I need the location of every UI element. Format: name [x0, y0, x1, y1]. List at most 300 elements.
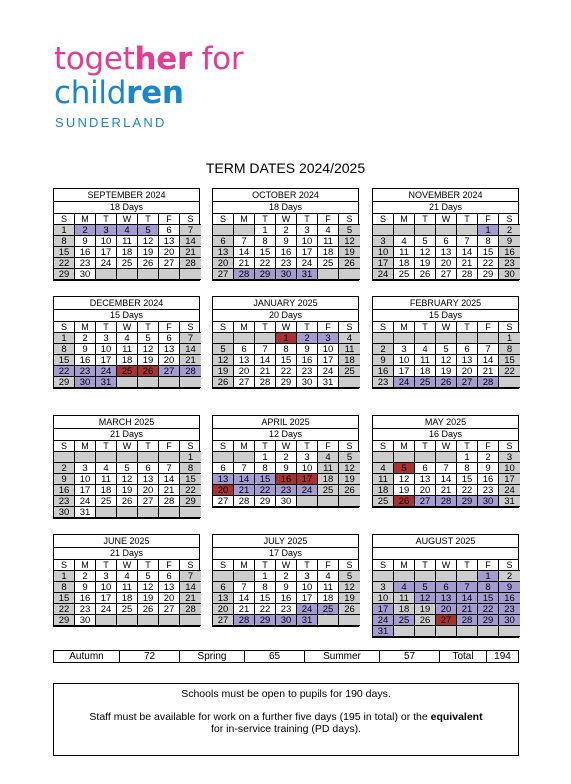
day-cell: 26: [138, 258, 159, 269]
month-calendar: [53, 534, 200, 627]
day-cell: 11: [373, 474, 394, 485]
day-cell: 13: [213, 247, 234, 258]
weekday-header: M: [75, 214, 96, 225]
day-cell: 27: [159, 366, 180, 377]
day-cell: 19: [213, 366, 234, 377]
day-cell: 12: [138, 236, 159, 247]
day-cell: 28: [180, 258, 201, 269]
day-cell: 20: [234, 366, 255, 377]
day-cell: 3: [394, 344, 415, 355]
day-cell: 5: [138, 333, 159, 344]
day-cell: 19: [339, 593, 360, 604]
day-cell: 8: [54, 582, 75, 593]
weekday-header: T: [415, 441, 436, 452]
empty-day-cell: [213, 452, 234, 463]
day-cell: 3: [373, 236, 394, 247]
day-cell: 6: [234, 344, 255, 355]
weekday-header: T: [457, 322, 478, 333]
month-name: SEPTEMBER 2024: [54, 189, 199, 202]
month-grid: [213, 560, 358, 626]
day-cell: 1: [54, 333, 75, 344]
day-cell: 9: [75, 582, 96, 593]
day-cell: 3: [318, 333, 339, 344]
day-cell: 12: [138, 344, 159, 355]
day-cell: 22: [276, 366, 297, 377]
day-cell: 28: [478, 377, 499, 388]
empty-day-cell: [234, 225, 255, 236]
day-cell: 15: [54, 247, 75, 258]
weekday-header: S: [339, 560, 360, 571]
empty-day-cell: [159, 452, 180, 463]
day-cell: 13: [213, 474, 234, 485]
weekday-header: S: [213, 322, 234, 333]
empty-day-cell: [373, 333, 394, 344]
spring-label: Spring: [180, 651, 245, 662]
day-cell: 26: [138, 366, 159, 377]
weekday-header: S: [499, 322, 520, 333]
day-cell: 14: [234, 474, 255, 485]
empty-day-cell: [415, 225, 436, 236]
day-cell: 5: [394, 463, 415, 474]
month-calendar: [53, 188, 200, 281]
day-cell: 28: [180, 604, 201, 615]
empty-day-cell: [457, 333, 478, 344]
day-cell: 21: [255, 366, 276, 377]
weekday-header: S: [54, 322, 75, 333]
month-name: JULY 2025: [213, 535, 358, 548]
day-cell: 21: [159, 485, 180, 496]
day-cell: 4: [394, 582, 415, 593]
day-cell: 24: [297, 485, 318, 496]
day-cell: 23: [75, 604, 96, 615]
empty-day-cell: [339, 377, 360, 388]
day-cell: 28: [234, 615, 255, 626]
day-cell: 18: [394, 604, 415, 615]
day-cell: 7: [180, 225, 201, 236]
empty-day-cell: [159, 377, 180, 388]
day-cell: 19: [339, 247, 360, 258]
day-cell: 15: [478, 247, 499, 258]
day-cell: 29: [255, 615, 276, 626]
weekday-header: T: [138, 441, 159, 452]
empty-day-cell: [318, 269, 339, 280]
day-cell: 7: [234, 236, 255, 247]
day-cell: 11: [318, 236, 339, 247]
weekday-header: S: [54, 441, 75, 452]
empty-day-cell: [478, 333, 499, 344]
day-cell: 1: [180, 452, 201, 463]
day-cell: 11: [415, 355, 436, 366]
empty-day-cell: [415, 626, 436, 637]
day-cell: 23: [75, 258, 96, 269]
empty-day-cell: [436, 626, 457, 637]
empty-day-cell: [457, 626, 478, 637]
weekday-header: S: [373, 322, 394, 333]
month-calendar: [53, 296, 200, 389]
day-cell: 4: [318, 452, 339, 463]
empty-day-cell: [339, 615, 360, 626]
empty-day-cell: [436, 571, 457, 582]
day-cell: 14: [180, 344, 201, 355]
empty-day-cell: [478, 626, 499, 637]
day-cell: 7: [180, 333, 201, 344]
month-day-count: 21 Days: [54, 548, 199, 560]
weekday-header: W: [276, 441, 297, 452]
day-cell: 30: [54, 507, 75, 518]
day-cell: 16: [276, 474, 297, 485]
day-cell: 20: [159, 593, 180, 604]
empty-day-cell: [373, 571, 394, 582]
day-cell: 23: [499, 604, 520, 615]
day-cell: 28: [457, 269, 478, 280]
day-cell: 25: [117, 366, 138, 377]
day-cell: 20: [159, 247, 180, 258]
empty-day-cell: [373, 225, 394, 236]
day-cell: 22: [478, 604, 499, 615]
autumn-value: 72: [120, 651, 180, 662]
weekday-header: T: [255, 322, 276, 333]
day-cell: 20: [138, 485, 159, 496]
notice-line-1: Schools must be open to pupils for 190 days.: [181, 688, 391, 700]
day-cell: 5: [117, 463, 138, 474]
day-cell: 26: [415, 615, 436, 626]
day-cell: 22: [457, 485, 478, 496]
day-cell: 3: [373, 582, 394, 593]
empty-day-cell: [159, 615, 180, 626]
empty-day-cell: [318, 615, 339, 626]
empty-day-cell: [117, 615, 138, 626]
day-cell: 16: [75, 355, 96, 366]
day-cell: 14: [457, 247, 478, 258]
empty-day-cell: [117, 377, 138, 388]
day-cell: 5: [339, 225, 360, 236]
day-cell: 23: [276, 485, 297, 496]
weekday-header: T: [457, 214, 478, 225]
day-cell: 12: [415, 247, 436, 258]
weekday-header: S: [373, 214, 394, 225]
empty-day-cell: [457, 571, 478, 582]
day-cell: 27: [457, 377, 478, 388]
day-cell: 6: [159, 571, 180, 582]
day-cell: 4: [117, 333, 138, 344]
day-cell: 7: [478, 344, 499, 355]
month-name: AUGUST 2025: [373, 535, 518, 548]
day-cell: 10: [499, 463, 520, 474]
day-cell: 5: [339, 452, 360, 463]
day-cell: 10: [297, 463, 318, 474]
month-day-count: 20 Days: [213, 310, 358, 322]
day-cell: 24: [96, 366, 117, 377]
day-cell: 25: [373, 496, 394, 507]
day-cell: 19: [138, 593, 159, 604]
day-cell: 27: [213, 496, 234, 507]
weekday-header: M: [234, 441, 255, 452]
day-cell: 29: [255, 269, 276, 280]
day-cell: 6: [213, 236, 234, 247]
day-cell: 27: [138, 496, 159, 507]
empty-day-cell: [339, 269, 360, 280]
day-cell: 10: [373, 247, 394, 258]
weekday-header: W: [436, 441, 457, 452]
day-cell: 16: [297, 355, 318, 366]
day-cell: 18: [117, 247, 138, 258]
month-grid: [213, 322, 358, 388]
day-cell: 5: [415, 236, 436, 247]
day-cell: 27: [159, 604, 180, 615]
day-cell: 28: [255, 377, 276, 388]
day-cell: 6: [159, 333, 180, 344]
day-cell: 27: [436, 269, 457, 280]
day-cell: 29: [276, 377, 297, 388]
day-cell: 15: [54, 593, 75, 604]
empty-day-cell: [117, 452, 138, 463]
empty-day-cell: [394, 571, 415, 582]
empty-day-cell: [394, 452, 415, 463]
day-cell: 25: [117, 258, 138, 269]
day-cell: 11: [117, 236, 138, 247]
weekday-header: T: [96, 441, 117, 452]
empty-day-cell: [180, 615, 201, 626]
day-cell: 29: [478, 269, 499, 280]
weekday-header: M: [234, 214, 255, 225]
weekday-header: M: [394, 441, 415, 452]
day-cell: 30: [276, 496, 297, 507]
empty-day-cell: [138, 377, 159, 388]
day-cell: 2: [54, 463, 75, 474]
day-cell: 4: [318, 225, 339, 236]
weekday-header: F: [478, 322, 499, 333]
day-cell: 6: [436, 582, 457, 593]
weekday-header: S: [339, 441, 360, 452]
day-cell: 5: [138, 225, 159, 236]
summer-value: 57: [380, 651, 440, 662]
day-cell: 21: [180, 355, 201, 366]
day-cell: 4: [117, 571, 138, 582]
day-cell: 14: [255, 355, 276, 366]
month-day-count: [373, 548, 518, 560]
weekday-header: T: [297, 214, 318, 225]
day-cell: 15: [180, 474, 201, 485]
day-cell: 16: [75, 247, 96, 258]
day-cell: 18: [373, 485, 394, 496]
day-cell: 22: [255, 604, 276, 615]
day-cell: 24: [96, 258, 117, 269]
day-cell: 5: [213, 344, 234, 355]
day-cell: 24: [297, 604, 318, 615]
day-cell: 21: [436, 485, 457, 496]
day-cell: 17: [297, 247, 318, 258]
day-cell: 31: [75, 507, 96, 518]
weekday-header: T: [138, 560, 159, 571]
day-cell: 17: [297, 593, 318, 604]
day-cell: 14: [436, 474, 457, 485]
day-cell: 17: [96, 593, 117, 604]
weekday-header: S: [499, 214, 520, 225]
weekday-header: T: [138, 322, 159, 333]
day-cell: 3: [499, 452, 520, 463]
day-cell: 6: [415, 463, 436, 474]
day-cell: 3: [75, 463, 96, 474]
day-cell: 20: [213, 485, 234, 496]
day-cell: 23: [54, 496, 75, 507]
weekday-header: T: [415, 322, 436, 333]
day-cell: 12: [339, 582, 360, 593]
day-cell: 21: [180, 593, 201, 604]
day-cell: 2: [276, 571, 297, 582]
month-calendar: [212, 188, 359, 281]
day-cell: 12: [415, 593, 436, 604]
day-cell: 7: [255, 344, 276, 355]
day-cell: 9: [478, 463, 499, 474]
empty-day-cell: [234, 571, 255, 582]
weekday-header: S: [373, 560, 394, 571]
empty-day-cell: [499, 626, 520, 637]
day-cell: 1: [255, 225, 276, 236]
month-name: MAY 2025: [373, 416, 518, 429]
empty-day-cell: [117, 507, 138, 518]
month-name: JUNE 2025: [54, 535, 199, 548]
day-cell: 10: [75, 474, 96, 485]
notice-box: [53, 683, 519, 756]
day-cell: 8: [276, 344, 297, 355]
month-grid: [54, 441, 199, 518]
weekday-header: M: [234, 322, 255, 333]
day-cell: 4: [117, 225, 138, 236]
day-cell: 30: [75, 377, 96, 388]
spring-value: 65: [245, 651, 305, 662]
empty-day-cell: [394, 225, 415, 236]
day-cell: 9: [276, 463, 297, 474]
day-cell: 2: [276, 452, 297, 463]
weekday-header: F: [159, 214, 180, 225]
day-cell: 14: [457, 593, 478, 604]
day-cell: 8: [457, 463, 478, 474]
empty-day-cell: [54, 452, 75, 463]
day-cell: 21: [234, 604, 255, 615]
day-cell: 7: [159, 463, 180, 474]
day-cell: 26: [339, 485, 360, 496]
day-cell: 11: [394, 593, 415, 604]
day-cell: 10: [297, 236, 318, 247]
day-cell: 2: [75, 333, 96, 344]
weekday-header: F: [478, 214, 499, 225]
autumn-label: Autumn: [54, 651, 120, 662]
day-cell: 25: [318, 258, 339, 269]
day-cell: 7: [436, 463, 457, 474]
day-cell: 30: [276, 269, 297, 280]
day-cell: 19: [138, 247, 159, 258]
day-cell: 21: [234, 258, 255, 269]
weekday-header: T: [255, 441, 276, 452]
empty-day-cell: [339, 496, 360, 507]
day-cell: 11: [117, 344, 138, 355]
empty-day-cell: [138, 507, 159, 518]
day-cell: 28: [180, 366, 201, 377]
day-cell: 2: [499, 571, 520, 582]
day-cell: 15: [478, 593, 499, 604]
day-cell: 4: [339, 333, 360, 344]
day-cell: 13: [159, 236, 180, 247]
day-cell: 6: [213, 582, 234, 593]
month-calendar: [212, 296, 359, 389]
weekday-header: T: [415, 560, 436, 571]
weekday-header: T: [297, 322, 318, 333]
day-cell: 15: [54, 355, 75, 366]
weekday-header: W: [436, 214, 457, 225]
day-cell: 14: [234, 247, 255, 258]
day-cell: 31: [373, 626, 394, 637]
day-cell: 27: [234, 377, 255, 388]
day-cell: 30: [297, 377, 318, 388]
weekday-header: F: [318, 560, 339, 571]
term-totals: [53, 650, 519, 663]
empty-day-cell: [255, 333, 276, 344]
day-cell: 3: [297, 225, 318, 236]
day-cell: 10: [394, 355, 415, 366]
day-cell: 17: [499, 474, 520, 485]
weekday-header: M: [394, 322, 415, 333]
month-grid: [54, 322, 199, 388]
day-cell: 22: [499, 366, 520, 377]
empty-day-cell: [96, 507, 117, 518]
weekday-header: T: [96, 214, 117, 225]
day-cell: 24: [394, 377, 415, 388]
day-cell: 11: [96, 474, 117, 485]
day-cell: 29: [54, 615, 75, 626]
day-cell: 9: [276, 236, 297, 247]
empty-day-cell: [213, 333, 234, 344]
day-cell: 16: [54, 485, 75, 496]
day-cell: 30: [478, 496, 499, 507]
weekday-header: F: [159, 560, 180, 571]
month-grid: [373, 441, 518, 507]
day-cell: 23: [478, 485, 499, 496]
day-cell: 10: [96, 236, 117, 247]
day-cell: 21: [234, 485, 255, 496]
day-cell: 10: [297, 582, 318, 593]
day-cell: 22: [54, 366, 75, 377]
month-name: OCTOBER 2024: [213, 189, 358, 202]
day-cell: 13: [234, 355, 255, 366]
day-cell: 11: [318, 582, 339, 593]
day-cell: 24: [499, 485, 520, 496]
empty-day-cell: [436, 333, 457, 344]
weekday-header: W: [117, 560, 138, 571]
day-cell: 27: [213, 269, 234, 280]
day-cell: 3: [96, 333, 117, 344]
day-cell: 2: [75, 571, 96, 582]
weekday-header: S: [180, 322, 201, 333]
weekday-header: W: [276, 322, 297, 333]
month-day-count: 18 Days: [54, 202, 199, 214]
day-cell: 15: [255, 247, 276, 258]
day-cell: 17: [75, 485, 96, 496]
month-name: FEBRUARY 2025: [373, 297, 518, 310]
day-cell: 22: [54, 258, 75, 269]
empty-day-cell: [234, 333, 255, 344]
day-cell: 23: [297, 366, 318, 377]
month-calendar: [53, 415, 200, 519]
day-cell: 9: [499, 582, 520, 593]
empty-day-cell: [159, 269, 180, 280]
month-day-count: 21 Days: [54, 429, 199, 441]
day-cell: 14: [180, 582, 201, 593]
day-cell: 3: [297, 571, 318, 582]
day-cell: 29: [457, 496, 478, 507]
day-cell: 26: [213, 377, 234, 388]
month-day-count: 18 Days: [213, 202, 358, 214]
day-cell: 28: [234, 269, 255, 280]
